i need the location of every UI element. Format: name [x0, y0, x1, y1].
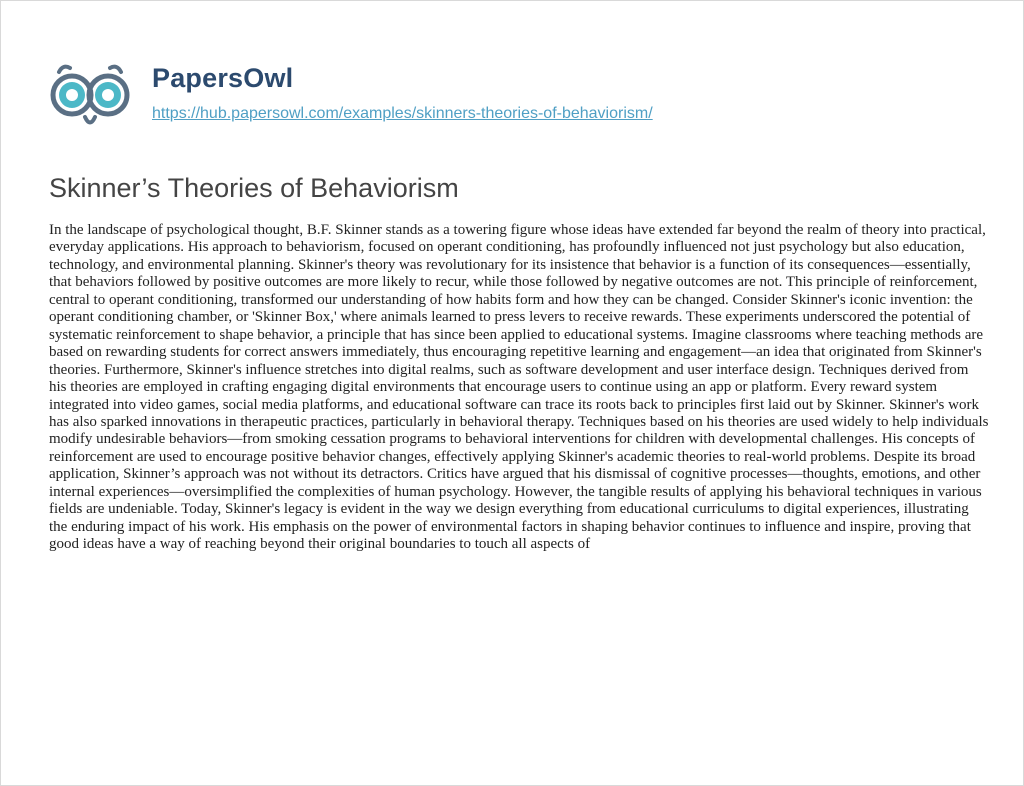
brand-name[interactable]: PapersOwl: [152, 63, 294, 93]
article-title: Skinner’s Theories of Behaviorism: [49, 173, 459, 203]
source-url-link[interactable]: https://hub.papersowl.com/examples/skinners-theories-of-behaviorism/: [152, 105, 653, 122]
owl-logo-icon: [49, 59, 131, 131]
article-body: In the landscape of psychological thought, B.F. Skinner stands as a towering figure whose ideas have extended far beyond the realm of theory into practical, everyday applications. His approach to behaviorism, focused on operant conditioning, has profoundly influenced not just psychology but also education, technology, and environmental planning. Skinner's theory was revolutionary for its insistence that behavior is a function of its consequences—essentially, that behaviors followed by positive outcomes are more likely to recur, while those followed by negative outcomes are not. This principle of reinforcement, central to operant conditioning, transformed our understanding of how habits form and how they can be changed. Consider Skinner's iconic invention: the operant conditioning chamber, or 'Skinner Box,' where animals learned to press levers to receive rewards. These experiments underscored the potential of systematic reinforcement to shape behavior, a principle that has since been applied to educational systems. Imagine classrooms where teaching methods are based on rewarding students for correct answers immediately, thus encouraging repetitive learning and engagement—an idea that originated from Skinner's theories. Furthermore, Skinner's influence stretches into digital realms, such as software development and user interface design. Techniques derived from his theories are employed in crafting engaging digital environments that encourage users to continue using an app or platform. Every reward system integrated into video games, social media platforms, and educational software can trace its roots back to principles first laid out by Skinner. Skinner's work has also sparked innovations in therapeutic practices, particularly in behavioral therapy. Techniques based on his theories are used widely to help individuals modify undesirable behaviors—from smoking cessation programs to behavioral interventions for children with developmental challenges. His concepts of reinforcement are used to encourage positive behavior changes, effectively applying Skinner's academic theories to real-world problems. Despite its broad application, Skinner’s approach was not without its detractors. Critics have argued that his dismissal of cognitive processes—thoughts, emotions, and other internal experiences—oversimplified the complexities of human psychology. However, the tangible results of applying his behavioral techniques in various fields are undeniable. Today, Skinner's legacy is evident in the way we design everything from educational curriculums to digital experiences, illustrating the enduring impact of his work. His emphasis on the power of environmental factors in shaping behavior continues to influence and inspire, proving that good ideas have a way of reaching beyond their original boundaries to touch all aspects of: [49, 222, 989, 553]
header: [49, 57, 979, 133]
